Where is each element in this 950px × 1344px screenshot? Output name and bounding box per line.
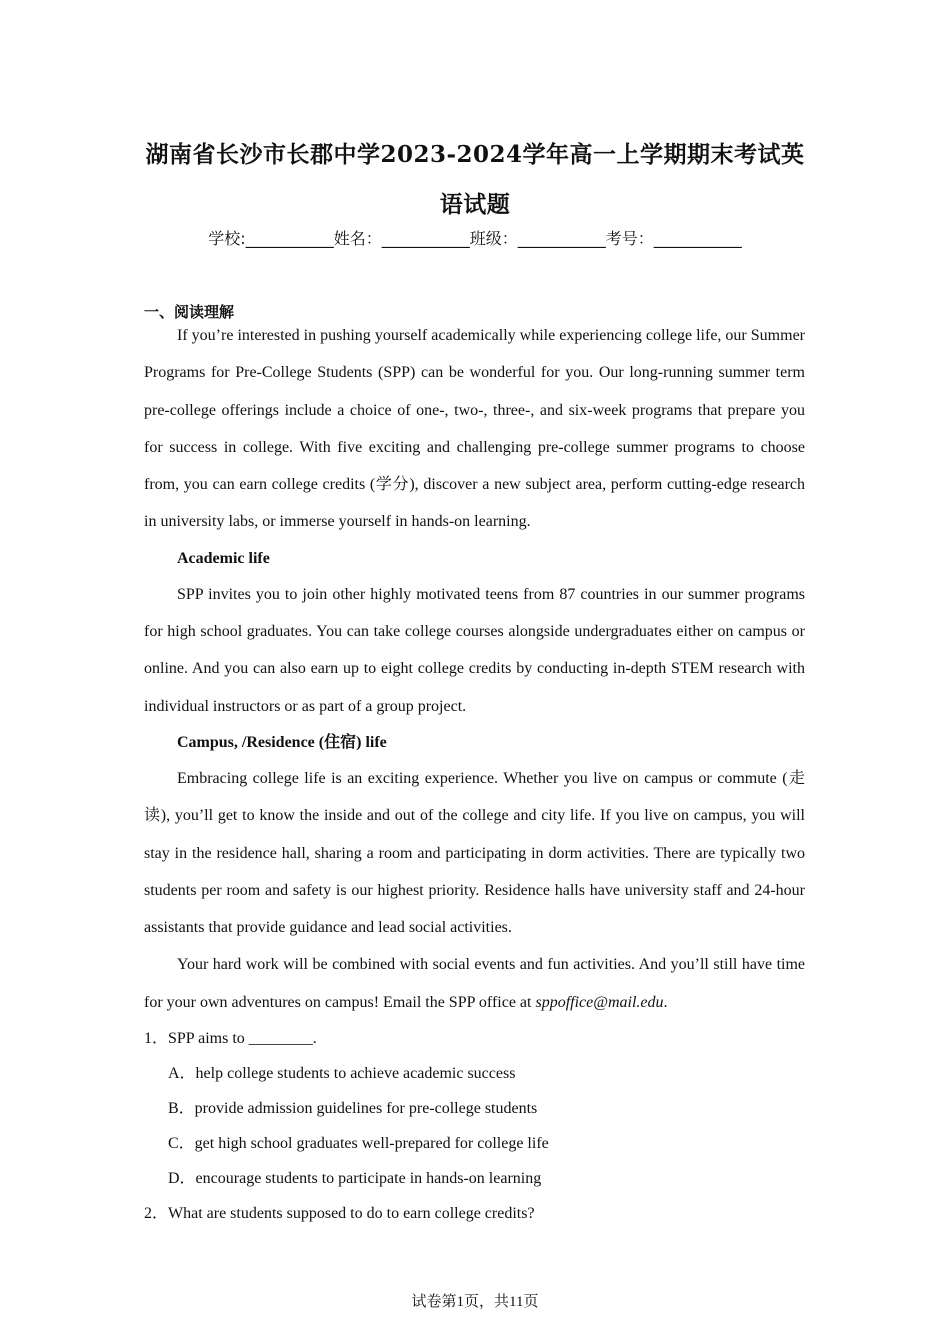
question-1-option-a: A．help college students to achieve academic success [168, 1065, 516, 1083]
section-heading: 一、阅读理解 [144, 303, 235, 321]
reading-passage [144, 317, 805, 1231]
heading-campus-life: Campus, /Residence (住宿) life [177, 733, 387, 751]
heading-academic-life: Academic life [177, 549, 270, 567]
closing-end: . [663, 993, 668, 1011]
question-1-stem: 1．SPP aims to ________. [144, 1030, 317, 1048]
closing-text: Your hard work will be combined with social events and fun activities. And you’ll still have time for your own adventures on campus! Email the SPP office at [144, 956, 805, 1011]
page-footer: 试卷第1页，共11页 [411, 1294, 539, 1310]
email-address: sppoffice@mail.edu [535, 993, 664, 1011]
exam-title-line-2: 语试题 [439, 191, 511, 218]
passage-closing [144, 946, 805, 1021]
question-1-option-b: B．provide admission guidelines for pre-college students [168, 1100, 538, 1118]
passage-campus: Embracing college life is an exciting experience. Whether you live on campus or commute (走读), you’ll get to know the inside and out of the college and city life. If you live on campus, you will stay in the residence hall, sharing a room and participating in dorm activities. There are typically two students per room and safety is our highest priority. Residence halls have university staff and 24-hour assistants that provide guidance and lead social activities. [144, 769, 805, 937]
question-2-stem: 2．What are students supposed to do to earn college credits? [144, 1205, 535, 1223]
passage-intro: If you’re interested in pushing yourself academically while experiencing college life, our Summer Programs for Pre-College Students (SPP) can be wonderful for you. Our long-running summer term pre-college offerings include a choice of one-, two-, three-, and six-week programs that prepare you for success in college. With five exciting and challenging pre-college summer programs to choose from, you can earn college credits (学分), discover a new subject area, perform cutting-edge research in university labs, or immerse yourself in hands-on learning. [144, 327, 805, 531]
passage-academic: SPP invites you to join other highly motivated teens from 87 countries in our summer programs for high school graduates. You can take college courses alongside undergraduates either on campus or online. And you can also earn up to eight college credits by conducting in-depth STEM research with individual instructors or as part of a group project. [144, 585, 805, 715]
question-1-option-c: C．get high school graduates well-prepared for college life [168, 1135, 549, 1153]
student-info-line: 学校:___________姓名：___________班级：___________考号：___________ [208, 229, 742, 248]
exam-title-line-1: 湖南省长沙市长郡中学2023-2024学年高一上学期期末考试英 [145, 141, 805, 168]
question-1-option-d: D．encourage students to participate in hands-on learning [168, 1170, 542, 1188]
